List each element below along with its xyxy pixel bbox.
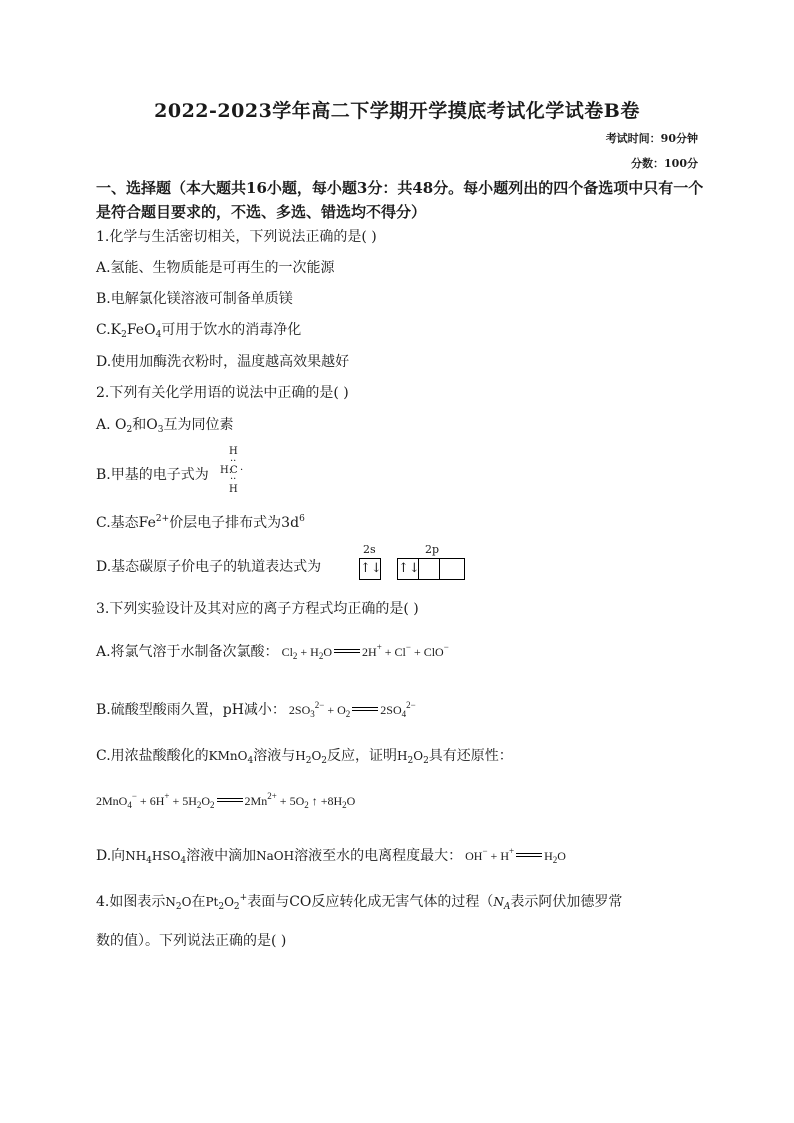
q2-option-d: D.基态碳原子价电子的轨道表达式为 bbox=[96, 559, 322, 575]
q4-line1: 4.如图表示$N_2O$在$Pt_2O_2^+$表面与CO反应转化成无害气体的过程（$N_A$表示阿伏加德罗常 bbox=[96, 893, 623, 912]
q3-option-d: D.向$NH_4HSO_4$溶液中滴加NaOH溶液至水的电离程度最大： OH− + H+ $H_2O$ bbox=[96, 846, 566, 866]
q1-option-c: $C.K_2FeO_4$可用于饮水的消毒净化 bbox=[96, 322, 302, 340]
orbital-2p-box-2 bbox=[418, 558, 440, 580]
exam-time: 考试时间：90分钟 bbox=[605, 132, 698, 145]
orbital-2p-box-3 bbox=[439, 558, 465, 580]
q3-option-a: A.将氯气溶于水制备次氯酸： $Cl_2 + H_2O$ 2H+ + Cl− + ClO− bbox=[96, 642, 449, 661]
q3-option-b: B.硫酸型酸雨久置，pH减小： $2SO_3^{2-} + O_2$ $2SO_4^{2-}$ bbox=[96, 700, 416, 719]
exam-score: 分数：100分 bbox=[631, 157, 698, 170]
orbital-2p-label: 2p bbox=[425, 543, 440, 556]
section-heading: 一、选择题（本大题共16小题，每小题3分：共48分。每小题列出的四个备选项中只有一个是符合题目要求的，不选、多选、错选均不得分） bbox=[96, 179, 704, 221]
q1-option-a: A.氢能、生物质能是可再生的一次能源 bbox=[96, 260, 335, 276]
page-title: 2022-2023学年高二下学期开学摸底考试化学试卷B卷 bbox=[154, 100, 640, 122]
q2-option-b: B.甲基的电子式为 bbox=[96, 467, 209, 483]
q2-option-c: C.基态$Fe^{2+}$价层电子排布式为$3d^6$ bbox=[96, 514, 305, 531]
methyl-electron-formula: H ·· H: C · ·· H bbox=[220, 446, 244, 495]
q1-option-d: D.使用加酶洗衣粉时，温度越高效果越好 bbox=[96, 354, 350, 370]
orbital-2s-box: ↑↓ bbox=[359, 558, 381, 580]
orbital-2p-box-1: ↑↓ bbox=[397, 558, 419, 580]
q3-stem: 3.下列实验设计及其对应的离子方程式均正确的是( ) bbox=[96, 601, 419, 617]
q1-stem: 1.化学与生活密切相关，下列说法正确的是( ) bbox=[96, 229, 377, 245]
q3-option-c: C.用浓盐酸酸化的KMnO$_4$溶液与$H_2O_2$反应，证明$H_2O_2$具有还原性： bbox=[96, 748, 513, 766]
q2-stem: 2.下列有关化学用语的说法中正确的是( ) bbox=[96, 385, 349, 401]
q3-option-c-equation: $2MnO_4^- + 6H^+ + 5H_2O_2$ $2Mn^{2+} + 5O_2$ ↑ $+8H_2O$ bbox=[96, 791, 356, 810]
q2-option-a: A. $O_2$和$O_3$互为同位素 bbox=[96, 417, 234, 435]
q4-line2: 数的值）。下列说法正确的是( ) bbox=[96, 933, 287, 949]
q1-option-b: B.电解氯化镁溶液可制备单质镁 bbox=[96, 291, 293, 307]
orbital-2s-label: 2s bbox=[363, 543, 376, 556]
